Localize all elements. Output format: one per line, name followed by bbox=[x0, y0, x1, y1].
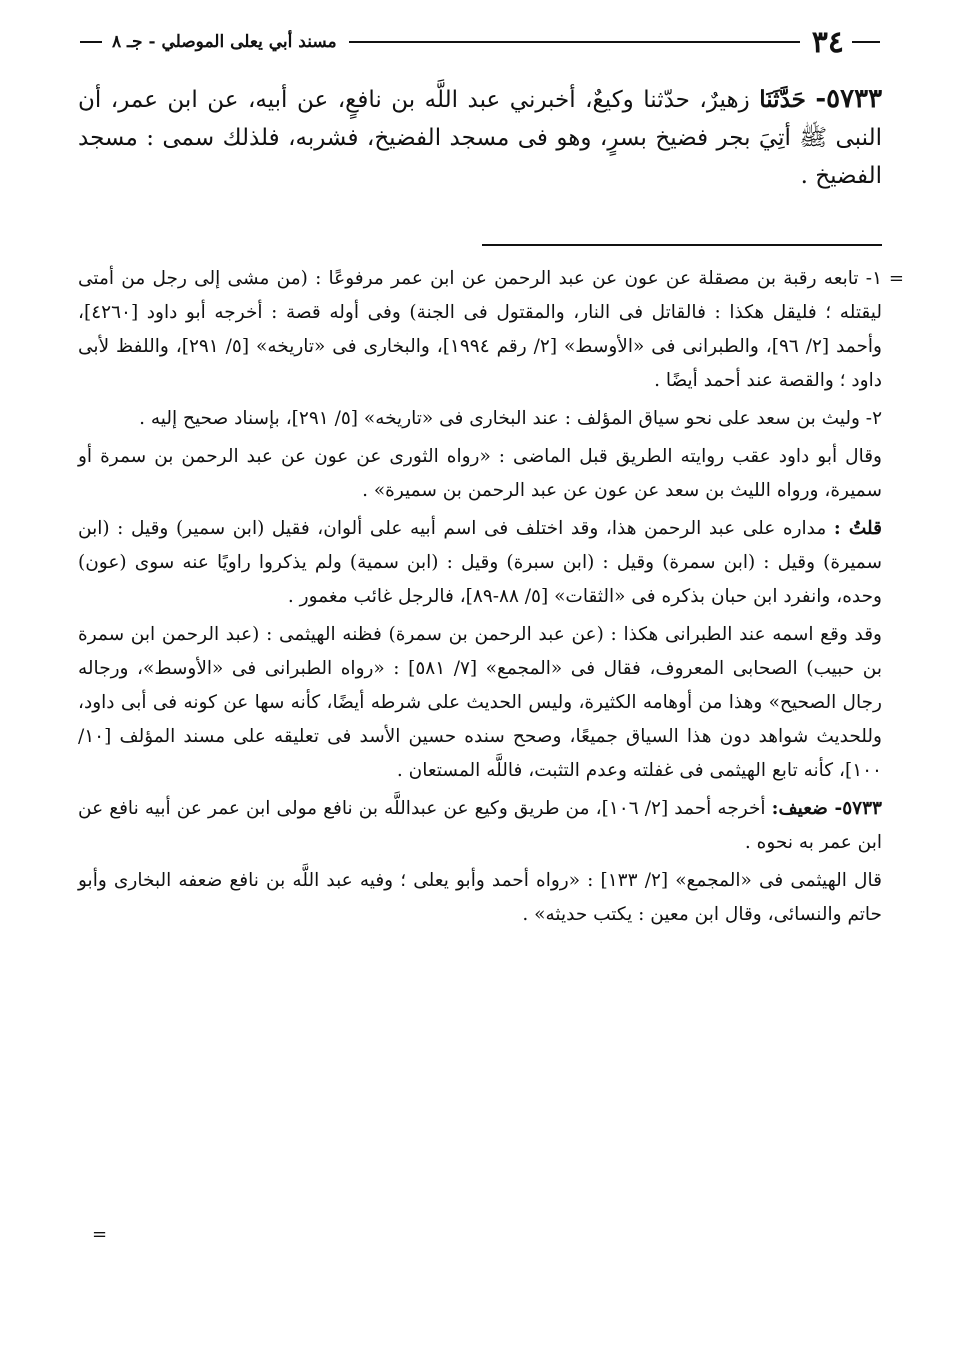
page-number: ٣٤ bbox=[811, 24, 844, 60]
continuation-mark: = bbox=[888, 268, 904, 289]
hadith-opening: حَدَّثَنَا bbox=[759, 86, 806, 113]
note-paragraph-7: قال الهيثمى فى «المجمع» [٢/ ١٣٣] : «رواه أحمد وأبو يعلى ؛ وفيه عبد اللَّه بن نافع ضعفه البخارى وأبو حاتم والنسائى، وقال ابن معين : يكتب حديثه» . bbox=[78, 870, 882, 925]
note-paragraph-6 bbox=[78, 792, 882, 860]
header-dash-left bbox=[80, 41, 102, 43]
page-header bbox=[80, 22, 880, 62]
footnote-separator bbox=[482, 244, 882, 246]
header-dash-right bbox=[852, 41, 880, 43]
note-paragraph-1: ١- تابعه رقبة بن مصقلة عن عون عن عبد الرحمن عن ابن عمر مرفوعًا : (من مشى إلى رجل من أمتى ليقتله ؛ فليقل هكذا : فالقاتل فى النار، والمقتول فى الجنة) وفى أوله قصة : أخرجه أبو داود [٤٢٦٠]، وأحمد [٢/ ٩٦]، والطبرانى فى «الأوسط» [٢/ رقم ١٩٩٤]، والبخارى فى «تاريخه» [٥/ ٢٩١]، واللفظ لأبى داود ؛ والقصة عند أحمد أيضًا . bbox=[78, 268, 882, 391]
header-rule bbox=[349, 41, 800, 43]
note-4-lead: قلتُ : bbox=[833, 518, 882, 539]
note-paragraph-5: وقد وقع اسمه عند الطبرانى هكذا : (عن عبد الرحمن بن سمرة) فظنه الهيثمى : (عبد الرحمن ابن سمرة بن حبيب) الصحابى المعروف، فقال فى «المجمع» [٧/ ٥٨١] : «رواه الطبرانى فى «الأوسط»، ورجاله رجال الصحيح» وهذا من أوهامه الكثيرة، وليس الحديث على شرطه أيضًا، كأنه سها عن كونه فى أبى داود، وللحديث شواهد دون هذا السياق جميعًا، وصحح سنده حسين الأسد فى تعليقه على مسند المؤلف [١٠/ ١٠٠]، كأنه تابع الهيثمى فى غفلته وعدم التثبت، فاللَّه المستعان . bbox=[78, 624, 882, 781]
hadith-number: ٥٧٣٣- bbox=[815, 84, 883, 114]
note-paragraph-4 bbox=[78, 512, 882, 614]
hadith-body: زهيرٌ، حدّثنا وكيعٌ، أخبرني عبد اللَّه بن نافعٍ، عن أبيه، عن ابن عمر، أن النبى ﷺ أتِيَ بجر فضيخ بسرٍ، وهو فى مسجد الفضيخ، فشربه، فلذلك سمى : مسجد الفضيخ . bbox=[78, 87, 882, 189]
book-title: مسند أبي يعلى الموصلي - جـ ٨ bbox=[112, 32, 337, 52]
hadith-text bbox=[78, 80, 882, 195]
note-6-lead: ٥٧٣٣- ضعيف: bbox=[771, 798, 882, 819]
note-6-body: أخرجه أحمد [٢/ ١٠٦]، من طريق وكيع عن عبداللَّه بن نافع مولى ابن عمر عن أبيه نافع عن ابن عمر به نحوه . bbox=[78, 798, 882, 853]
footnotes bbox=[78, 262, 904, 936]
note-paragraph-2: ٢- وليث بن سعد على نحو سياق المؤلف : عند البخارى فى «تاريخه» [٥/ ٢٩١]، بإسناد صحيح إليه . bbox=[139, 408, 882, 429]
note-paragraph-3: وقال أبو داود عقب روايته الطريق قبل الماضى : «رواه الثورى عن عون عن عبد الرحمن بن سمرة أو سميرة، ورواه الليث بن سعد عن عون عن عبد الرحمن بن سميرة» . bbox=[78, 446, 882, 501]
note-4-body: مداره على عبد الرحمن هذا، وقد اختلف فى اسم أبيه على ألوان، فقيل (ابن سمير) وقيل : (ابن سميرة) وقيل : (ابن سمرة) وقيل : (ابن سبرة) وقيل : (ابن سمية) ولم يذكروا راويًا عنه سوى (عون) وحده، وانفرد ابن حبان بذكره فى «الثقات» [٥/ ٨٨-٨٩]، فالرجل غائب مغمور . bbox=[78, 518, 882, 607]
end-continuation-mark: = bbox=[92, 1224, 108, 1245]
